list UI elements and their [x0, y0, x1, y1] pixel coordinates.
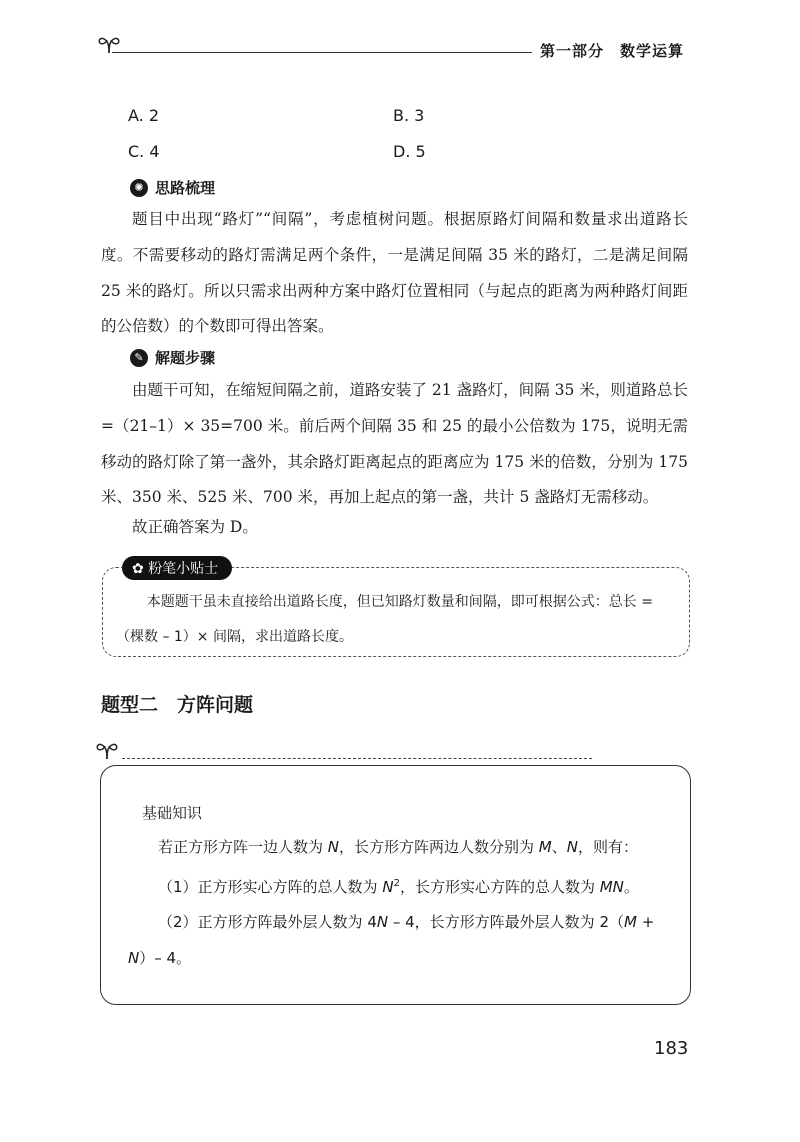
analysis-heading-label: 思路梳理 [155, 179, 216, 197]
tip-badge [122, 556, 232, 580]
sprout-icon [94, 737, 120, 761]
sprout-icon: ✿ [132, 561, 149, 577]
header-rule [112, 52, 532, 53]
type-title: 题型二 方阵问题 [101, 694, 254, 716]
solution-text: 由题干可知，在缩短间隔之前，道路安装了 21 盏路灯，间隔 35 米，则道路总长 =（21–1）× 35=700 米。前后两个间隔 35 和 25 的最小公倍数为 175，说明无需移动的路灯除了第一盏外，其余路灯距离起点的距离应为 175 米的倍数，分别为 175 米、350 米、525 米、700 米，再加上起点的第一盏，共计 5 盏路灯无需移动。 [101, 381, 688, 507]
knowledge-line-1: 若正方形方阵一边人数为 N，长方形方阵两边人数分别为 M、N，则有： [158, 838, 639, 856]
knowledge-line-3: （2）正方形方阵最外层人数为 4N – 4，长方形方阵最外层人数为 2（M + N）– 4。 [128, 913, 655, 967]
solution-steps-icon: ✎ [130, 349, 148, 367]
answer-text: 故正确答案为 D。 [132, 518, 258, 536]
option-a: A. 2 [128, 106, 160, 125]
analysis-text: 题目中出现“路灯”“间隔”，考虑植树问题。根据原路灯间隔和数量求出道路长度。不需要移动的路灯需满足两个条件，一是满足间隔 35 米的路灯，二是满足间隔 25 米的路灯。所以只需求出两种方案中路灯位置相同（与起点的距离为两种路灯间距的公倍数）的个数即可得出答案。 [101, 210, 688, 336]
section-header: 第一部分 数学运算 [540, 42, 685, 60]
tip-text: 本题题干虽未直接给出道路长度，但已知路灯数量和间隔，即可根据公式：总长 =（棵数 – 1）× 间隔，求出道路长度。 [116, 594, 653, 645]
lightbulb-icon: ✺ [130, 179, 148, 197]
page-number: 183 [654, 1038, 689, 1059]
knowledge-dash-rule [122, 758, 592, 759]
option-c: C. 4 [128, 142, 160, 161]
solution-heading-label: 解题步骤 [155, 349, 216, 367]
knowledge-heading: 基础知识 [142, 804, 203, 822]
solution-heading [130, 347, 215, 368]
analysis-heading [130, 177, 215, 198]
knowledge-line-2: （1）正方形实心方阵的总人数为 $N^2$，长方形实心方阵的总人数为 MN。 [158, 878, 639, 896]
option-d: D. 5 [393, 142, 426, 161]
tip-badge-label: 粉笔小贴士 [148, 561, 219, 577]
option-b: B. 3 [393, 106, 425, 125]
